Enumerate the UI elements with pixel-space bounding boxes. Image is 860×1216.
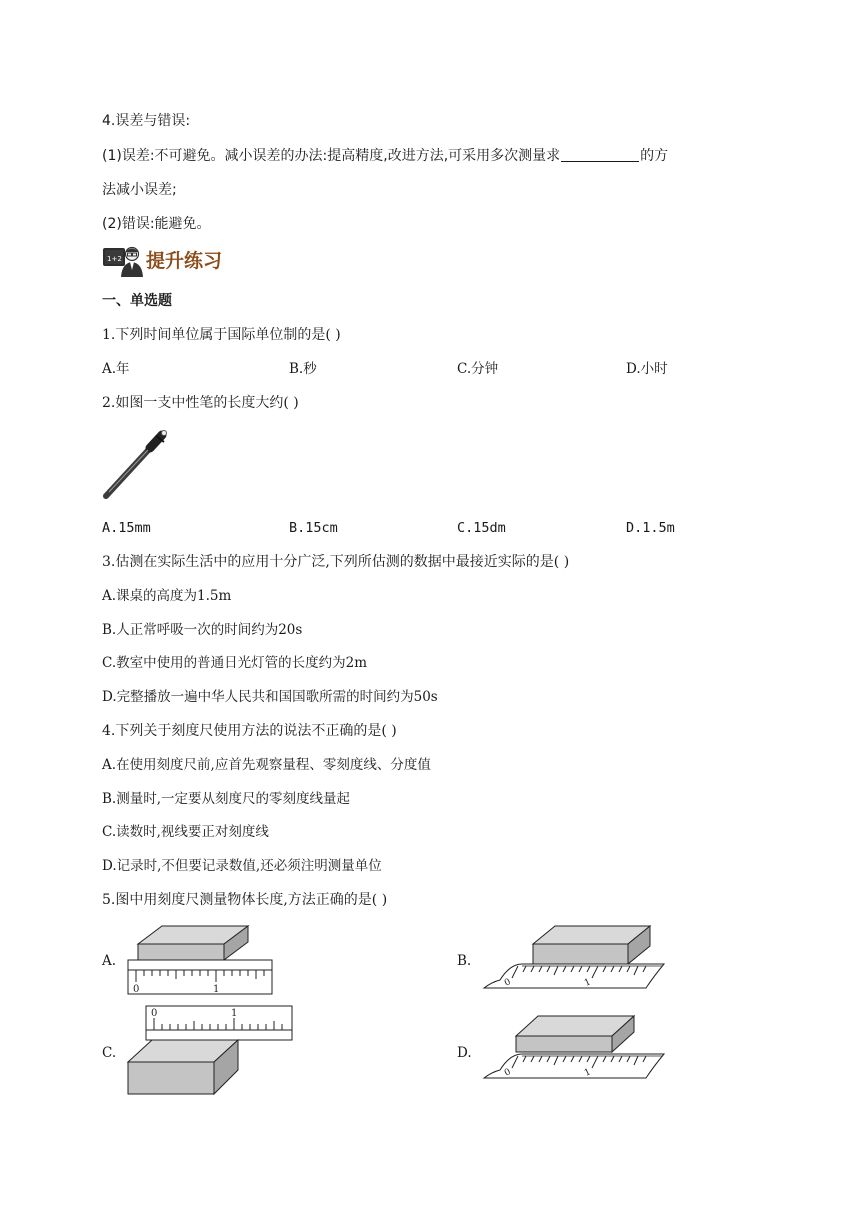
q1-option-d[interactable]: D.小时 xyxy=(626,361,668,377)
q3-option-c[interactable]: C.教室中使用的普通日光灯管的长度约为2m xyxy=(102,655,368,671)
q3-option-b[interactable]: B.人正常呼吸一次的时间约为20s xyxy=(102,622,303,638)
item-1-text: (1)误差:不可避免。减小误差的办法:提高精度,改进方法,可采用多次测量求 xyxy=(102,148,561,164)
ruler-d-one: 1 xyxy=(583,1067,593,1079)
q4-option-a[interactable]: A.在使用刻度尺前,应首先观察量程、零刻度线、分度值 xyxy=(102,757,431,773)
q1-option-a[interactable]: A.年 xyxy=(102,361,130,377)
ruler-b-one: 1 xyxy=(583,977,593,989)
ruler-c-zero: 0 xyxy=(151,1008,158,1019)
q5-option-b[interactable]: B. xyxy=(457,953,472,969)
question-5-stem: 5.图中用刻度尺测量物体长度,方法正确的是( ) xyxy=(102,892,388,908)
ruler-a-zero: 0 xyxy=(133,984,140,995)
q1-option-c[interactable]: C.分钟 xyxy=(457,361,499,377)
ruler-figure-a xyxy=(124,922,274,1000)
question-3-stem: 3.估测在实际生活中的应用十分广泛,下列所估测的数据中最接近实际的是( ) xyxy=(102,554,570,570)
q4-option-b[interactable]: B.测量时,一定要从刻度尺的零刻度线量起 xyxy=(102,791,351,807)
q5-option-d[interactable]: D. xyxy=(457,1045,472,1061)
ruler-a-one: 1 xyxy=(213,984,220,995)
q2-option-b[interactable]: B.15cm xyxy=(289,520,338,536)
question-group-title: 一、单选题 xyxy=(102,293,172,309)
fill-in-blank[interactable] xyxy=(561,147,639,162)
question-1-stem: 1.下列时间单位属于国际单位制的是( ) xyxy=(102,327,341,343)
section-4-title: 4.误差与错误: xyxy=(102,113,191,129)
q2-option-d[interactable]: D.1.5m xyxy=(626,520,675,536)
q5-option-a[interactable]: A. xyxy=(102,953,117,969)
teacher-icon xyxy=(102,244,144,278)
section-4-item-1 xyxy=(102,146,668,166)
question-4-stem: 4.下列关于刻度尺使用方法的说法不正确的是( ) xyxy=(102,723,397,739)
question-2-stem: 2.如图一支中性笔的长度大约( ) xyxy=(102,395,299,411)
pen-image xyxy=(100,430,172,500)
item-1-text-end: 的方 xyxy=(640,148,669,164)
practice-header: 提升练习 xyxy=(146,250,223,272)
svg-text:1+2: 1+2 xyxy=(107,255,122,263)
q4-option-d[interactable]: D.记录时,不但要记录数值,还必须注明测量单位 xyxy=(102,858,382,874)
ruler-c-one: 1 xyxy=(231,1008,238,1019)
ruler-figure-b xyxy=(478,920,668,996)
ruler-figure-d xyxy=(478,1010,668,1086)
section-4-item-1-cont: 法减小误差; xyxy=(102,182,177,198)
q3-option-d[interactable]: D.完整播放一遍中华人民共和国国歌所需的时间约为50s xyxy=(102,689,438,705)
q1-option-b[interactable]: B.秒 xyxy=(289,361,317,377)
ruler-figure-c xyxy=(124,1004,294,1100)
ruler-d-zero: 0 xyxy=(503,1067,513,1079)
ruler-b-zero: 0 xyxy=(503,977,513,989)
q3-option-a[interactable]: A.课桌的高度为1.5m xyxy=(102,588,232,604)
q5-option-c[interactable]: C. xyxy=(102,1045,117,1061)
q2-option-c[interactable]: C.15dm xyxy=(457,520,506,536)
q4-option-c[interactable]: C.读数时,视线要正对刻度线 xyxy=(102,824,269,840)
section-4-item-2: (2)错误:能避免。 xyxy=(102,216,211,232)
q2-option-a[interactable]: A.15mm xyxy=(102,520,151,536)
